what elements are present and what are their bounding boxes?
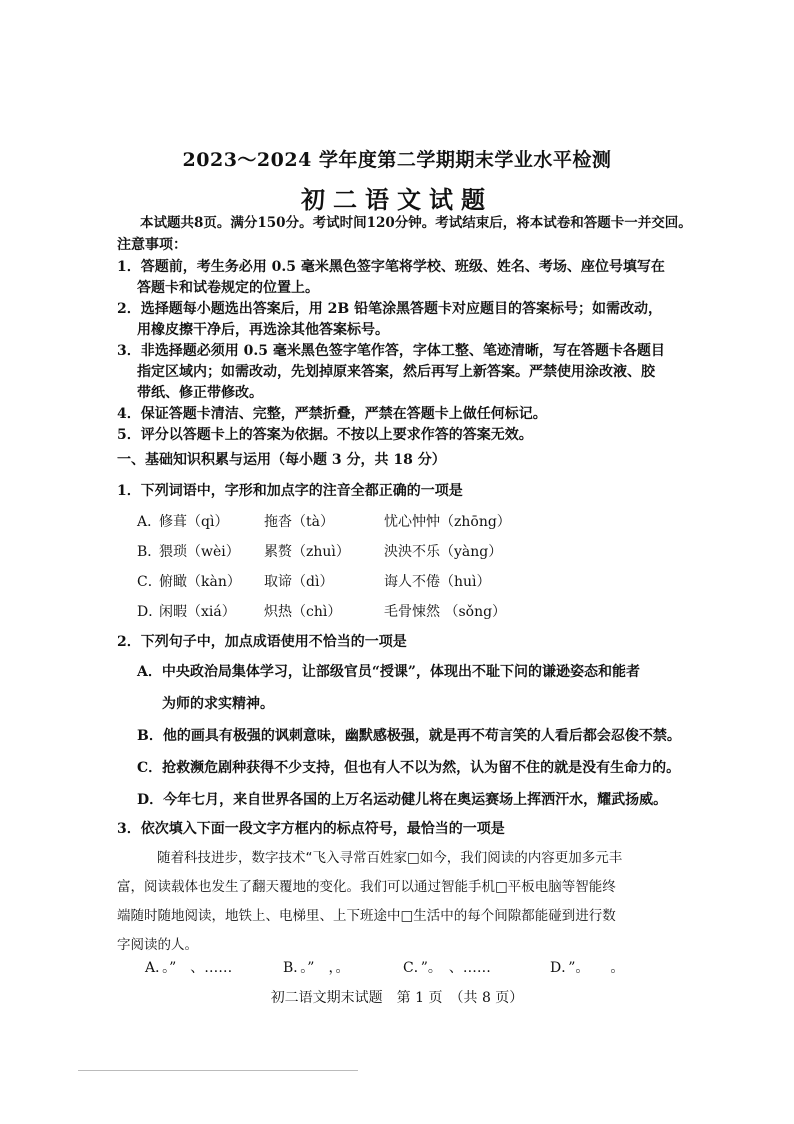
option-word: 闲暇（xiá） — [159, 604, 236, 620]
option-letter: A． — [137, 514, 162, 530]
notes-heading: 注意事项： — [117, 237, 187, 253]
option-word: 诲人不倦（huì） — [384, 574, 491, 590]
option-word: 修葺（qì） — [159, 514, 229, 530]
q2-option-a-line-1: A．中央政治局集体学习，让部级官员“授课”，体现出不耻下问的谦逊姿态和能者 — [137, 664, 640, 680]
subject-title: 初二语文试题 — [301, 185, 493, 214]
option-word: 忧心忡忡（zhōng） — [384, 514, 511, 530]
q3-passage-line-2: 富，阅读载体也发生了翻天覆地的变化。我们可以通过智能手机□平板电脑等智能终 — [117, 879, 616, 895]
q3-passage-line-3: 端随时随地阅读，地铁上、电梯里、上下班途中□生活中的每个间隙都能碰到进行数 — [117, 908, 616, 924]
q2-option-a-line-2: 为师的求实精神。 — [162, 696, 274, 712]
intro-text: 本试题共8页。满分150分。考试时间120分钟。考试结束后，将本试卷和答题卡一并交回。 — [140, 215, 692, 231]
option-word: 俯瞰（kàn） — [159, 574, 241, 590]
note-4: 4．保证答题卡清洁、完整，严禁折叠，严禁在答题卡上做任何标记。 — [117, 406, 547, 422]
note-3-line-3: 带纸、修正带修改。 — [137, 385, 263, 401]
option-letter: D． — [137, 604, 163, 620]
note-1-line-1: 1．答题前，考生务必用 0.5 毫米黑色签字笔将学校、班级、姓名、考场、座位号填写在 — [117, 259, 665, 275]
note-2-line-1: 2．选择题每小题选出答案后，用 2B 铅笔涂黑答题卡对应题目的答案标号；如需改动， — [117, 301, 663, 317]
option-letter: C． — [137, 574, 162, 590]
option-word: 炽热（chì） — [264, 604, 342, 620]
q2-option-d: D．今年七月，来自世界各国的上万名运动健儿将在奥运赛场上挥洒汗水，耀武扬威。 — [137, 792, 668, 808]
q3-option-a: A．。” 、…… — [145, 960, 233, 976]
note-1-line-2: 答题卡和试卷规定的位置上。 — [137, 280, 319, 296]
exam-title: 2023～2024 学年度第二学期期末学业水平检测 — [182, 149, 612, 171]
q3-option-b: B．。” ，。 — [283, 960, 350, 976]
section-1-heading: 一、基础知识积累与运用（每小题 3 分，共 18 分） — [117, 452, 446, 468]
q2-option-c: C．抢救濒危剧种获得不少支持，但也有人不以为然，认为留不住的就是没有生命力的。 — [137, 760, 681, 776]
q3-passage-line-1: 随着科技进步，数字技术“飞入寻常百姓家□如今，我们阅读的内容更加多元丰 — [157, 850, 623, 866]
note-2-line-2: 用橡皮擦干净后，再选涂其他答案标号。 — [137, 322, 389, 338]
q2-stem: 2．下列句子中，加点成语使用不恰当的一项是 — [117, 634, 407, 650]
option-letter: B． — [137, 544, 162, 560]
q2-option-b: B．他的画具有极强的讽刺意味，幽默感极强，就是再不苟言笑的人看后都会忍俊不禁。 — [137, 728, 681, 744]
option-word: 累赘（zhuì） — [264, 544, 350, 560]
note-5: 5．评分以答题卡上的答案为依据。不按以上要求作答的答案无效。 — [117, 427, 533, 443]
note-3-line-2: 指定区域内；如需改动，先划掉原来答案，然后再写上新答案。严禁使用涂改液、胶 — [137, 364, 655, 380]
q1-stem: 1．下列词语中，字形和加点字的注音全都正确的一项是 — [117, 483, 463, 499]
scan-artifact-line — [78, 1070, 358, 1071]
q3-stem: 3．依次填入下面一段文字方框内的标点符号，最恰当的一项是 — [117, 821, 505, 837]
option-word: 拖沓（tà） — [264, 514, 334, 530]
q3-passage-line-4: 字阅读的人。 — [117, 937, 198, 953]
option-word: 取谛（dì） — [264, 574, 334, 590]
option-word: 泱泱不乐（yàng） — [384, 544, 503, 560]
q3-option-c: C．”。 、…… — [403, 960, 491, 976]
page-footer: 初二语文期末试题 第 1 页 （共 8 页） — [270, 990, 524, 1006]
option-word: 猥琐（wèi） — [159, 544, 240, 560]
q3-option-d: D．”。 。 — [550, 960, 625, 976]
note-3-line-1: 3．非选择题必须用 0.5 毫米黑色签字笔作答，字体工整、笔迹清晰，写在答题卡各题目 — [117, 343, 665, 359]
option-word: 毛骨悚然 （sǒng） — [384, 604, 507, 620]
